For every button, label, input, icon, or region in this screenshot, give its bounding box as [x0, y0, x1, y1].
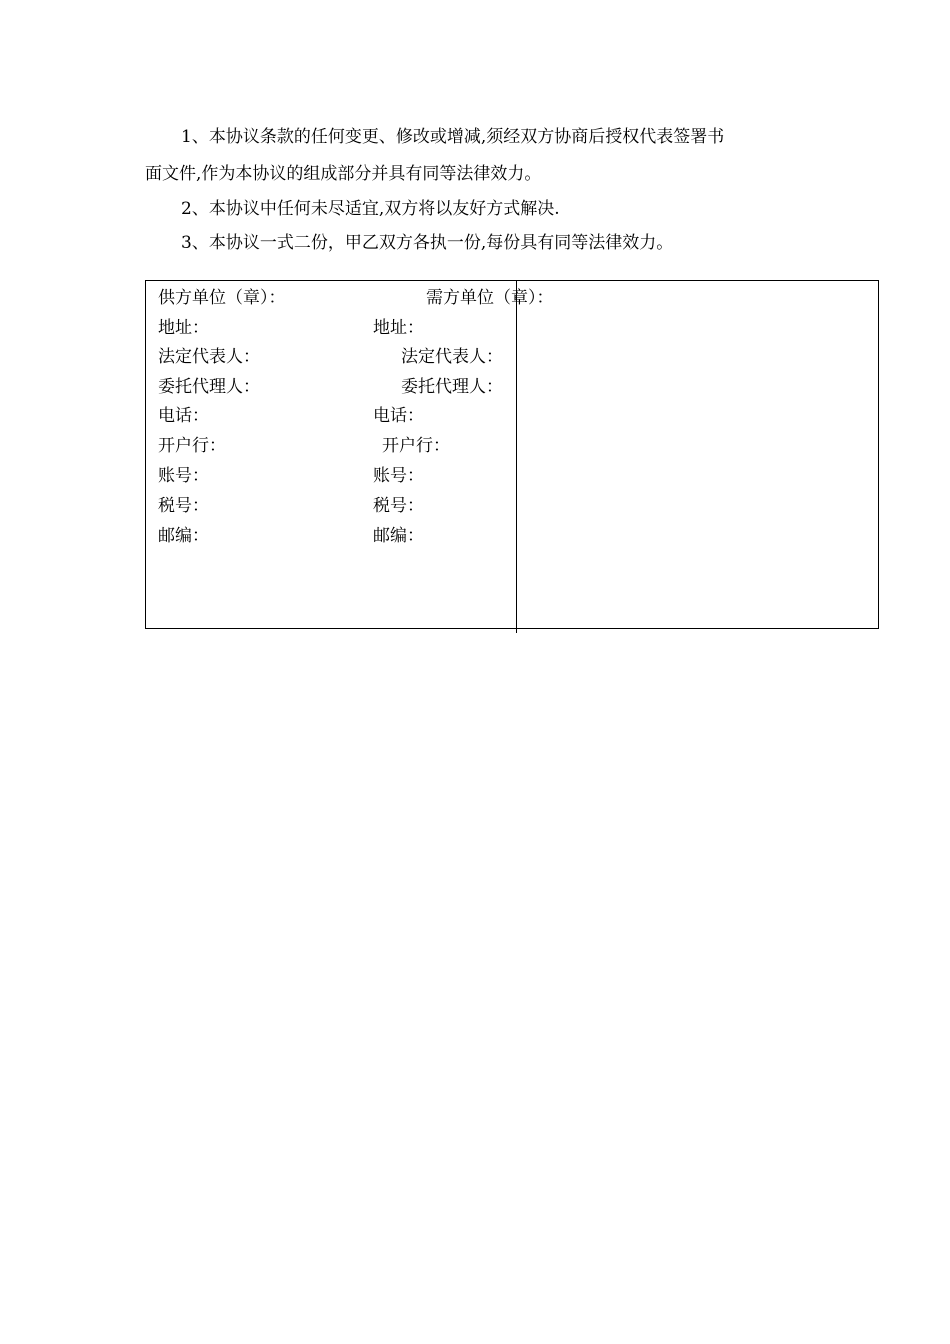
supplier-unit-label: 供方单位（章）： [158, 288, 286, 308]
clause-1-line-2: 面文件,作为本协议的组成部分并具有同等法律效力。 [145, 164, 542, 184]
supplier-phone-label: 电话： [158, 406, 209, 426]
signature-table-divider [516, 280, 517, 633]
buyer-phone-label: 电话： [373, 406, 424, 426]
supplier-account-label: 账号： [158, 466, 209, 486]
supplier-address-label: 地址： [158, 318, 209, 338]
signature-table [145, 280, 879, 629]
supplier-bank-label: 开户行： [158, 436, 226, 456]
clause-2: 2、本协议中任何未尽适宜,双方将以友好方式解决. [181, 199, 560, 219]
buyer-account-label: 账号： [373, 466, 424, 486]
buyer-address-label: 地址： [373, 318, 424, 338]
buyer-tax-id-label: 税号： [373, 496, 424, 516]
clause-3: 3、本协议一式二份，甲乙双方各执一份,每份具有同等法律效力。 [181, 233, 674, 253]
buyer-bank-label: 开户行： [382, 436, 450, 456]
buyer-unit-label: 需方单位（章）： [426, 288, 554, 308]
supplier-legal-rep-label: 法定代表人： [158, 347, 260, 367]
supplier-tax-id-label: 税号： [158, 496, 209, 516]
supplier-agent-label: 委托代理人： [158, 377, 260, 397]
buyer-agent-label: 委托代理人： [401, 377, 503, 397]
buyer-postcode-label: 邮编： [373, 526, 424, 546]
supplier-postcode-label: 邮编： [158, 526, 209, 546]
clause-1-line-1: 1、本协议条款的任何变更、修改或增减,须经双方协商后授权代表签署书 [181, 127, 725, 147]
buyer-legal-rep-label: 法定代表人： [401, 347, 503, 367]
